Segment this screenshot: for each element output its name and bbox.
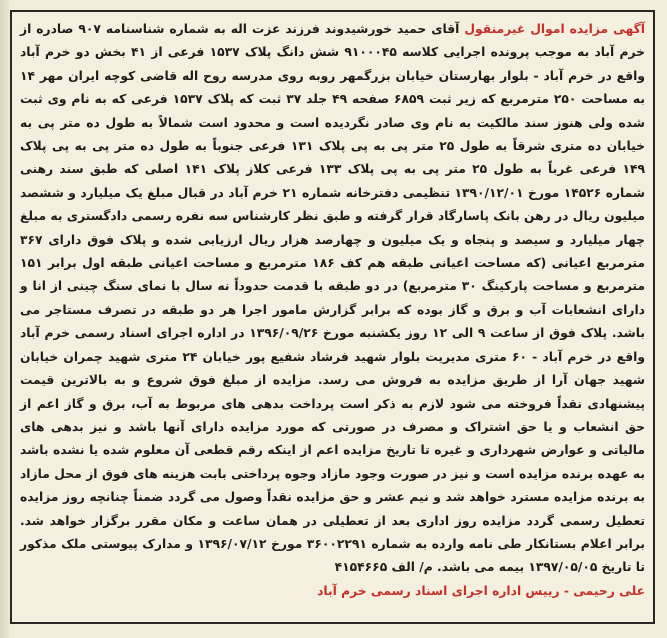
ad-signature: علی رحیمی - رییس اداره اجرای اسناد رسمی خرم آباد (317, 583, 645, 598)
ad-paragraph-1: آقای حمید خورشیدوند فرزند عزت اله به شماره شناسنامه ۹۰۷ صادره از خرم آباد به موجب پرونده اجرایی کلاسه ۹۱۰۰۰۴۵ شش دانگ پلاک ۱۵۳۷ فرعی از ۴۱ بخش دو خرم آباد واقع در خرم آباد - بلوار بهارستان خیابان بزرگمهر روبه روی مدرسه روح اله قاضی کوچه ایران مهر ۱۴ به مساحت ۲۵۰ مترمربع که زیر ثبت ۶۸۵۹ صفحه ۴۹ جلد ۳۷ ثبت که پلاک ۱۵۳۷ فرعی که به نام وی ثبت شده ولی هنوز سند مالکیت به نام وی صادر نگردیده است و محدود است شمالاً به طول ده متر پی به خیابان ده متری شرقاً به طول ۲۵ متر پی به پی پلاک ۱۳۱ فرعی جنوباً به طول ده متر پی به پی پلاک ۱۴۹ فرعی غرباً به طول ۲۵ متر پی به پی پلاک ۱۳۳ فرعی کلاز پلاک ۱۴۱ اصلی که طبق سند رهنی شماره ۱۴۵۲۶ مورخ ۱۳۹۰/۱۲/۰۱ تنظیمی دفترخانه شماره ۲۱ خرم آباد در قبال مبلغ یک میلیارد و ششصد میلیون ریال در رهن بانک پاسارگاد قرار گرفته و طبق نظر کارشناس سه نفره رسمی دادگستری به مبلغ چهار میلیارد و سیصد و پنجاه و یک میلیون و چهارصد هزار ریال ارزیابی شده و پلاک فوق دارای ۳۶۷ مترمربع اعیانی (که مساحت اعیانی طبقه هم کف ۱۸۶ مترمربع و مساحت اعیانی طبقه اول برابر ۱۵۱ مترمربع و مساحت پارکینگ ۳۰ مترمربع) در دو طبقه با قدمت حدوداً نه سال با نمای سنگ چینی از انا و دارای انشعابات آب و برق و گاز بوده که برابر گزارش مامور اجرا هر دو طبقه در تصرف مستاجر می باشد. (20, 22, 646, 341)
signature-line (20, 580, 645, 603)
ad-paragraph-2: پلاک فوق از ساعت ۹ الی ۱۲ روز یکشنبه مورخ ۱۳۹۶/۰۹/۲۶ در اداره اجرای اسناد رسمی خرم آباد واقع در خرم آباد - ۶۰ متری مدیریت بلوار شهید فرشاد شفیع پور خیابان ۲۴ متری شهید چمران خیابان شهید جهان آرا از طریق مزایده به فروش می رسد. مزایده از مبلغ فوق شروع و به بالاترین قیمت پیشنهادی نقداً فروخته می شود لازم به ذکر است پرداخت بدهی های مربوط به آب، برق و گاز اعم از حق انشعاب و یا حق اشتراک و مصرف در صورتی که مورد مزایده دارای آنها باشد و نیز بدهی های مالیاتی و عوارض شهرداری و غیره تا تاریخ مزایده اعم از اینکه رقم قطعی آن معلوم شده یا نشده باشد به عهده برنده مزایده است و نیز در صورت وجود مازاد وجوه پرداختی بابت هزینه های فوق از محل مازاد به برنده مزایده مسترد خواهد شد و نیم عشر و حق مزایده نقداً وصول می گردد ضمناً چنانچه روز مزایده تعطیل رسمی گردد مزایده روز اداری بعد از تعطیلی در همان ساعت و مکان مقرر برگزار خواهد شد. برابر اعلام بستانکار طی نامه وارده به شماره ۳۶۰۰۲۲۹۱ مورخ ۱۳۹۶/۰۷/۱۲ و مدارک پیوستی ملک مذکور تا تاریخ ۱۳۹۷/۰۵/۰۵ بیمه می باشد. م/ الف ۴۱۵۴۶۶۵ (20, 326, 645, 575)
ad-title: آگهی مزایده اموال غیرمنقول (464, 22, 645, 36)
paper-edge-shadow (0, 0, 10, 638)
ad-frame (10, 10, 655, 624)
ad-body (20, 18, 645, 580)
